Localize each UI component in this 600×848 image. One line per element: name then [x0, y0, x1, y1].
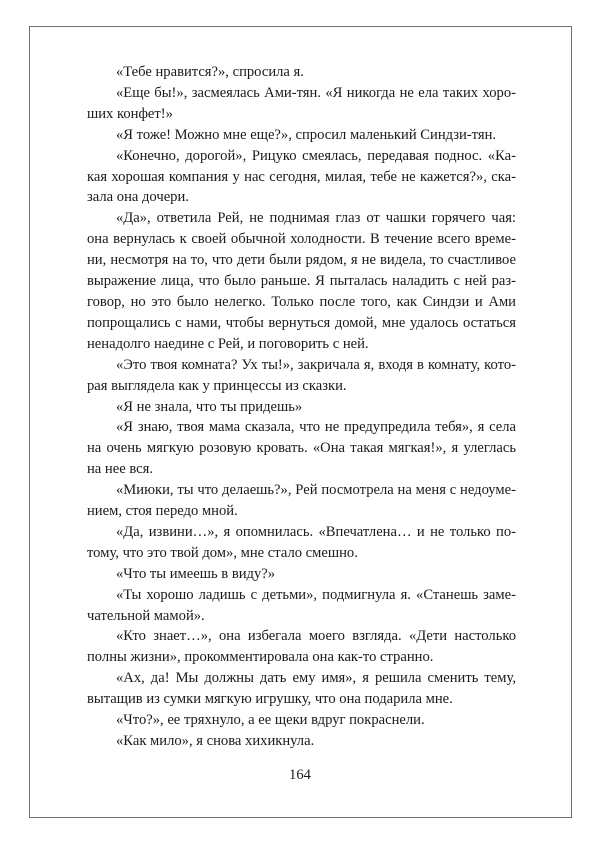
paragraph: «Я знаю, твоя мама сказала, что не предупредила тебя», я села на очень мягкую розовую кровать. «Она такая мягкая!», я улеглась на нее вся.	[87, 419, 516, 478]
paragraph: «Как мило», я снова хихикнула.	[116, 733, 315, 749]
page-number: 164	[289, 767, 311, 783]
paragraph: «Конечно, дорогой», Рицуко смеялась, передавая поднос. «Какая хорошая компания у нас сегодня, милая, тебе не кажется?», сказала она дочери.	[87, 147, 516, 206]
paragraph: «Я не знала, что ты придешь»	[116, 398, 303, 415]
paragraph: «Да, извини…», я опомнилась. «Впечатлена… и не только потому, что это твой дом», мне стало смешно.	[87, 523, 516, 561]
paragraph: «Что ты имеешь в виду?»	[116, 565, 276, 582]
paragraph: «Ты хорошо ладишь с детьми», подмигнула я. «Станешь замечательной мамой».	[87, 586, 516, 624]
paragraph: «Еще бы!», засмеялась Ами-тян. «Я никогда не ела таких хороших конфет!»	[87, 84, 516, 122]
paragraph: «Да», ответила Рей, не поднимая глаз от чашки горячего чая: она вернулась к своей обычной холодности. В течение всего времени, несмотря на то, что дети были рядом, я не видела, то счастливое выражение лица, что было раньше. Я пыталась наладить с ней разговор, но это было нелегко. Только после того, как Синдзи и Ами попрощались с нами, чтобы вернуться домой, мне удалось остаться ненадолго наедине с Рей, и поговорить с ней.	[87, 210, 516, 352]
body-text	[87, 62, 516, 752]
paragraph: «Тебе нравится?», спросила я.	[116, 64, 304, 80]
paragraph: «Ах, да! Мы должны дать ему имя», я решила сменить тему, вытащив из сумки мягкую игрушку, что она подарила мне.	[87, 670, 516, 708]
paragraph: «Это твоя комната? Ух ты!», закричала я, входя в комнату, которая выглядела как у принцессы из сказки.	[87, 356, 516, 394]
paragraph: «Кто знает…», она избегала моего взгляда. «Дети настолько полны жизни», прокомментировала она как-то странно.	[87, 628, 516, 666]
paragraph: «Я тоже! Можно мне еще?», спросил маленький Синдзи-тян.	[116, 126, 497, 143]
paragraph: «Миюки, ты что делаешь?», Рей посмотрела на меня с недоумением, стоя передо мной.	[87, 482, 516, 520]
paragraph: «Что?», ее тряхнуло, а ее щеки вдруг покраснели.	[116, 712, 425, 729]
